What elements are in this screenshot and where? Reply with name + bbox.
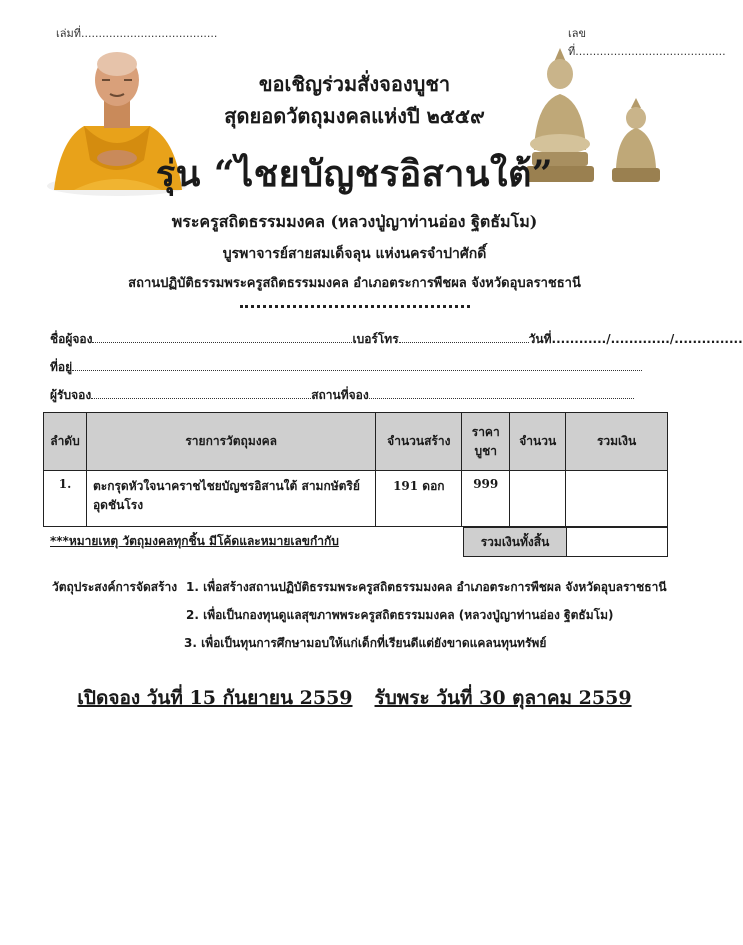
- table-header-row: [44, 413, 668, 471]
- invitation-line-1: ขอเชิญร่วมสั่งจองบูชา: [258, 72, 451, 96]
- receive-date: รับพระ วันที่ 30 ตุลาคม 2559: [374, 687, 632, 709]
- form-row-name: [50, 330, 743, 350]
- purpose-item-3: 3. เพื่อเป็นทุนการศึกษามอบให้แก่เด็กที่เรียนดีแต่ยังขาดแคลนทุนทรัพย์: [184, 636, 547, 650]
- purpose-item-1: 1. เพื่อสร้างสถานปฏิบัติธรรมพระครูสถิตธรรมมงคล อำเภอตระการพืชผล จังหวัดอุบลราชธานี: [186, 580, 667, 594]
- purpose-item-2: 2. เพื่อเป็นกองทุนดูแลสุขภาพพระครูสถิตธรรมมงคล (หลวงปู่ญาท่านอ่อง ฐิตธัมโม): [186, 608, 614, 622]
- dates-line: [0, 683, 709, 713]
- place-label: สถานที่จอง: [311, 388, 369, 402]
- date-input[interactable]: ............/............./...............: [551, 332, 743, 346]
- header-price: ราคา บูชา: [462, 413, 510, 471]
- row-qty-built: 191 ดอก: [376, 471, 462, 527]
- header-amount: จำนวน: [510, 413, 566, 471]
- invitation-line-2: สุดยอดวัตถุมงคลแห่งปี ๒๕๕๙: [224, 104, 485, 128]
- model-title: รุ่น “ไชยบัญชรอิสานใต้”: [155, 153, 554, 195]
- phone-label: เบอร์โทร: [352, 332, 399, 346]
- receiver-input[interactable]: [91, 387, 311, 399]
- row-price: 999: [462, 471, 510, 527]
- phone-input[interactable]: [399, 331, 529, 343]
- header-qty-built: จำนวนสร้าง: [376, 413, 462, 471]
- grand-total-label: รวมเงินทั้งสิ้น: [464, 528, 567, 556]
- place-input[interactable]: [369, 387, 634, 399]
- form-row-receiver: [50, 386, 660, 406]
- row-total-input[interactable]: [566, 471, 668, 527]
- address-input[interactable]: [72, 359, 642, 371]
- book-number-field: เล่มที่.......................................: [56, 27, 218, 40]
- form-row-address: [50, 358, 660, 378]
- name-label: ชื่อผู้จอง: [50, 332, 93, 346]
- header-item: รายการวัตถุมงคล: [86, 413, 375, 471]
- name-input[interactable]: [92, 331, 352, 343]
- lineage-line: บูรพาจารย์สายสมเด็จลุน แห่งนครจำปาศักดิ์: [222, 246, 487, 262]
- receiver-label: ผู้รับจอง: [50, 388, 92, 402]
- address-label: ที่อยู่: [50, 360, 73, 374]
- location-line: สถานปฏิบัติธรรมพระครูสถิตธรรมมงคล อำเภอตระการพืชผล จังหวัดอุบลราชธานี: [128, 276, 581, 291]
- grand-total-input[interactable]: [567, 528, 667, 556]
- date-label: วันที่: [528, 332, 552, 346]
- row-amount-input[interactable]: [510, 471, 566, 527]
- purpose-label: วัตถุประสงค์การจัดสร้าง: [52, 580, 178, 594]
- header-total: รวมเงิน: [566, 413, 668, 471]
- row-item: ตะกรุดหัวใจนาคราชไชยบัญชรอิสานใต้ สามกษัตริย์ อุดชันโรง: [86, 471, 375, 527]
- table-row: [44, 471, 668, 527]
- header-no: ลำดับ: [44, 413, 87, 471]
- note-text: ***หมายเหตุ วัตถุมงคลทุกชิ้น มีโค้ดและหมายเลขกำกับ: [50, 534, 339, 548]
- separator: [240, 300, 470, 308]
- monk-name: พระครูสถิตธรรมมงคล (หลวงปู่ญาท่านอ่อง ฐิตธัมโม): [171, 212, 538, 231]
- grand-total-box: [463, 527, 668, 557]
- row-no: 1.: [44, 471, 87, 527]
- document-number-field: เลขที่...........................................: [568, 27, 726, 58]
- booking-open-date: เปิดจอง วันที่ 15 กันยายน 2559: [77, 687, 353, 709]
- order-table: [43, 412, 668, 527]
